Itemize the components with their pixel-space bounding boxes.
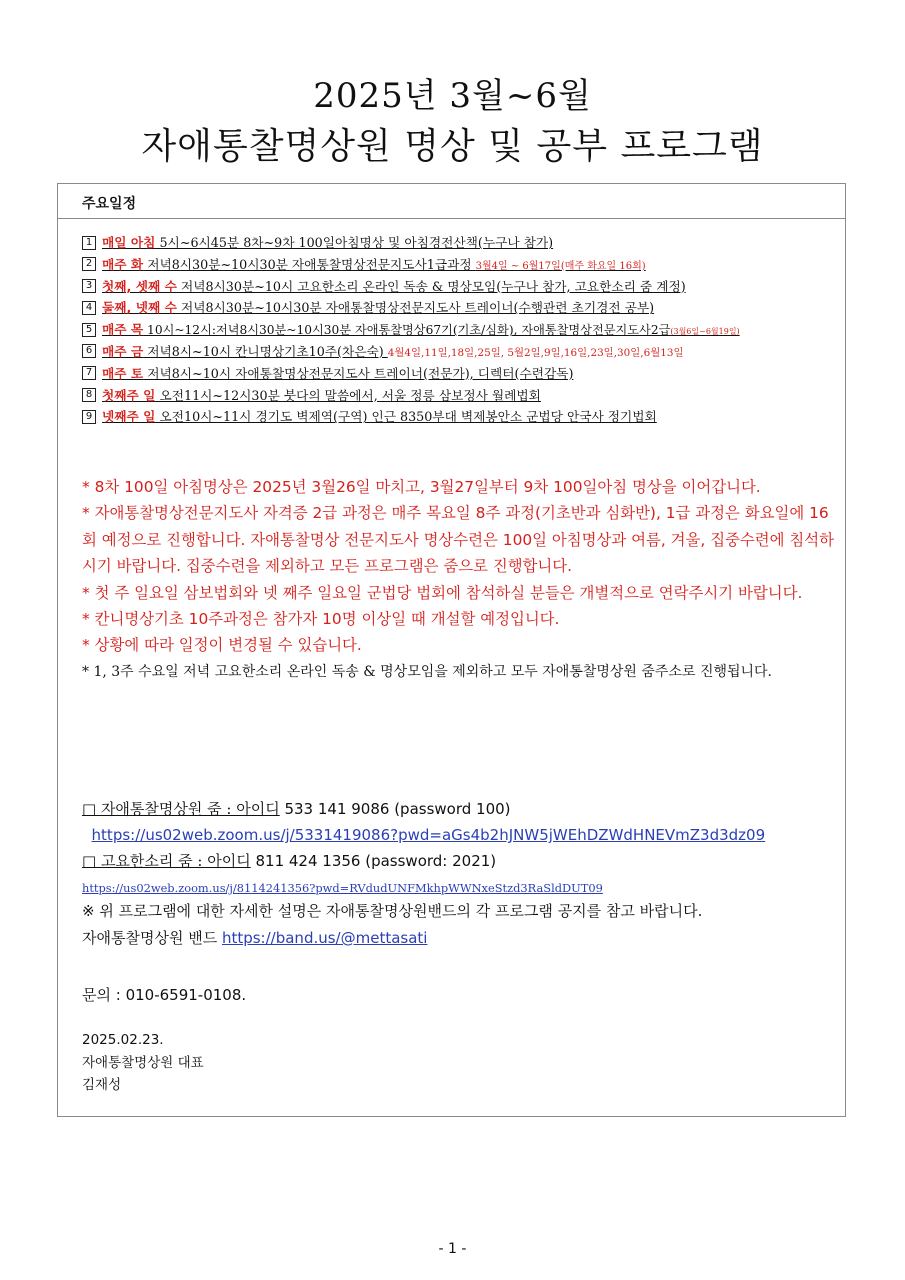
schedule-day: 넷째주 일 bbox=[102, 409, 156, 425]
number-box-icon: 4 bbox=[82, 301, 96, 315]
page-title-line1: 2025년 3월~6월 bbox=[313, 76, 592, 116]
schedule-text: 저녁8시~10시 자애통찰명상전문지도사 트레이너(전문가), 디렉터(수련감독) bbox=[143, 365, 574, 381]
schedule-text: 오전11시~12시30분 붓다의 말씀에서, 서울 정릉 삼보정사 월례법회 bbox=[155, 387, 541, 403]
schedule-row-9 bbox=[82, 406, 842, 428]
signature-block bbox=[82, 1029, 204, 1097]
schedule-day: 매주 금 bbox=[102, 343, 144, 359]
schedule-extra: 4월4일,11일,18일,25일, 5월2일,9일,16일,23일,30일,6월13일 bbox=[387, 346, 684, 359]
schedule-box bbox=[57, 183, 846, 1117]
schedule-text: 저녁8시30분~10시30분 자애통찰명상전문지도사1급과정 bbox=[143, 256, 476, 272]
zoom-link-1[interactable]: https://us02web.zoom.us/j/5331419086?pwd=aGs4b2hJNW5jWEhDZWdHNEVmZ3d3dz09 bbox=[91, 826, 766, 844]
schedule-row-8 bbox=[82, 385, 842, 407]
number-box-icon: 5 bbox=[82, 323, 96, 337]
zoom-label: □ 고요한소리 줌 : 아이디 bbox=[82, 852, 251, 870]
section-header: 주요일정 bbox=[58, 184, 845, 219]
band-line bbox=[82, 925, 842, 952]
schedule-day: 매주 화 bbox=[102, 256, 144, 272]
signature-name: 김재성 bbox=[82, 1077, 122, 1093]
zoom-line-1 bbox=[82, 796, 842, 822]
number-box-icon: 6 bbox=[82, 344, 96, 358]
note-4: * 칸니명상기초 10주과정은 참가자 10명 이상일 때 개설할 예정입니다. bbox=[82, 610, 560, 629]
schedule-day: 첫째, 셋째 수 bbox=[102, 278, 177, 294]
schedule-day: 매일 아침 bbox=[102, 235, 156, 250]
schedule-text: 저녁8시30분~10시30분 자애통찰명상전문지도사 트레이너(수행관련 초기경전 공부) bbox=[176, 300, 655, 316]
note-1: * 8차 100일 아침명상은 2025년 3월26일 마치고, 3월27일부터 9차 100일아침 명상을 이어갑니다. bbox=[82, 478, 761, 496]
schedule-row-4 bbox=[82, 297, 842, 319]
contact-line: 문의 : 010-6591-0108. bbox=[82, 986, 247, 1004]
number-box-icon: 8 bbox=[82, 388, 96, 402]
signature-date: 2025.02.23. bbox=[82, 1032, 164, 1048]
zoom-link-2[interactable]: https://us02web.zoom.us/j/8114241356?pwd=RVdudUNFMkhpWWNxeStzd3RaSldDUT09 bbox=[82, 881, 603, 895]
schedule-day: 매주 토 bbox=[102, 365, 144, 381]
info-line: ※ 위 프로그램에 대한 자세한 설명은 자애통찰명상원밴드의 각 프로그램 공지를 참고 바랍니다. bbox=[82, 902, 703, 920]
band-label: 자애통찰명상원 밴드 bbox=[82, 929, 222, 947]
schedule-row-1 bbox=[82, 232, 842, 254]
schedule-row-3 bbox=[82, 276, 842, 298]
zoom-link-1-row bbox=[82, 822, 842, 848]
note-zoom-info: * 1, 3주 수요일 저녁 고요한소리 온라인 독송 & 명상모임을 제외하고 모두 자애통찰명상원 줌주소로 진행됩니다. bbox=[82, 663, 773, 680]
schedule-text: 오전10시~11시 경기도 벽제역(구역) 인근 8350부대 벽제봉안소 군법당 안국사 정기법회 bbox=[155, 409, 657, 425]
band-link[interactable]: https://band.us/@mettasati bbox=[221, 929, 428, 947]
schedule-text: 5시~6시45분 8차~9차 100일아침명상 및 아침경전산책(누구나 참가) bbox=[155, 235, 554, 250]
number-box-icon: 9 bbox=[82, 410, 96, 424]
zoom-block bbox=[82, 796, 842, 900]
signature-org: 자애통찰명상원 대표 bbox=[82, 1054, 204, 1071]
schedule-text: 10시~12시:저녁8시30분~10시30분 자애통찰명상67기(기초/심화), 자애통찰명상전문지도사2급 bbox=[143, 323, 671, 338]
schedule-row-2 bbox=[82, 254, 842, 276]
schedule-extra: (3월6일~6월19일) bbox=[670, 327, 740, 337]
zoom-line-2 bbox=[82, 848, 842, 874]
schedule-text: 저녁8시30분~10시 고요한소리 온라인 독송 & 명상모임(누구나 참가, 고요한소리 줌 계정) bbox=[176, 278, 686, 294]
schedule-day: 매주 목 bbox=[102, 322, 144, 338]
note-3: * 첫 주 일요일 삼보법회와 넷 째주 일요일 군법당 법회에 참석하실 분들은 개별적으로 연락주시기 바랍니다. bbox=[82, 583, 803, 602]
page-title-line2: 자애통찰명상원 명상 및 공부 프로그램 bbox=[141, 126, 764, 167]
note-2: * 자애통찰명상전문지도사 자격증 2급 과정은 매주 목요일 8주 과정(기초반과 심화반), 1급 과정은 화요일에 16회 예정으로 진행합니다. 자애통찰명상 전문지도사 명상수련은 100일 아침명상과 여름, 겨울, 집중수련에 침석하시기 바랍니다. 집중수련을 제외하고 모든 프로그램은 줌으로 진행합니다. bbox=[82, 504, 835, 576]
schedule-text: 저녁8시~10시 칸니명상기초10주(차은숙) bbox=[143, 343, 388, 359]
schedule-row-5 bbox=[82, 319, 842, 341]
schedule-day: 둘째, 넷째 수 bbox=[102, 300, 177, 316]
schedule-day: 첫째주 일 bbox=[102, 387, 156, 403]
number-box-icon: 2 bbox=[82, 257, 96, 271]
info-block bbox=[82, 898, 842, 952]
number-box-icon: 1 bbox=[82, 236, 96, 250]
zoom-link-2-row bbox=[82, 874, 842, 900]
schedule-list bbox=[82, 232, 842, 428]
number-box-icon: 3 bbox=[82, 279, 96, 293]
notes-block bbox=[82, 474, 840, 685]
schedule-row-7 bbox=[82, 363, 842, 385]
zoom-id: 533 141 9086 (password 100) bbox=[279, 800, 511, 818]
schedule-row-6 bbox=[82, 341, 842, 363]
note-5: * 상황에 따라 일정이 변경될 수 있습니다. bbox=[82, 636, 362, 655]
page-number: - 1 - bbox=[438, 1241, 467, 1257]
zoom-id: 811 424 1356 (password: 2021) bbox=[250, 852, 497, 870]
zoom-label: □ 자애통찰명상원 줌 : 아이디 bbox=[82, 800, 280, 818]
number-box-icon: 7 bbox=[82, 366, 96, 380]
schedule-extra: 3월4일 ~ 6월17일(매주 화요일 16회) bbox=[475, 260, 646, 272]
